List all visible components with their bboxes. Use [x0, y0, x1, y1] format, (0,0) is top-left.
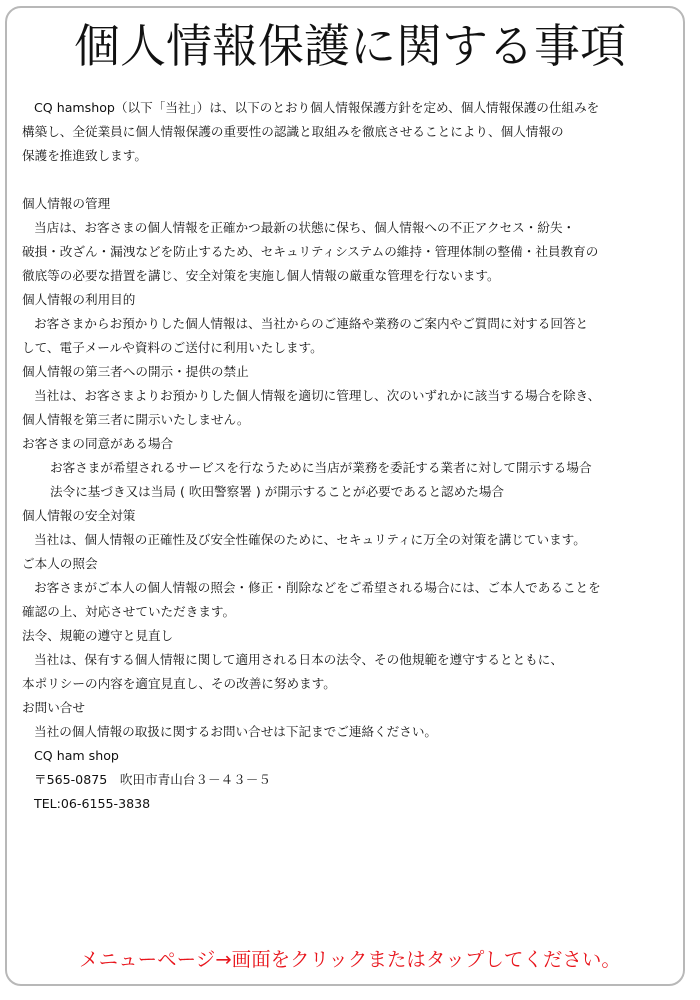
intro-line: CQ hamshop（以下「当社」）は、以下のとおり個人情報保護方針を定め、個人情報保護の仕組みを	[34, 100, 600, 115]
section-heading-safety: 個人情報の安全対策	[22, 508, 136, 523]
intro-line: 保護を推進致します。	[22, 148, 147, 163]
section-heading-compliance: 法令、規範の遵守と見直し	[22, 628, 174, 643]
section-text: して、電子メールや資料のご送付に利用いたします。	[22, 340, 323, 355]
intro-line: 構築し、全従業員に個人情報保護の重要性の認識と取組みを徹底させることにより、個人情報の	[22, 124, 564, 139]
section-text: お客さまがご本人の個人情報の照会・修正・削除などをご希望される場合には、ご本人であることを	[34, 580, 601, 595]
section-text: 当社は、保有する個人情報に関して適用される日本の法令、その他規範を遵守するとともに、	[34, 652, 563, 667]
spacer	[22, 168, 672, 192]
section-text: お客さまからお預かりした個人情報は、当社からのご連絡や業務のご案内やご質問に対する回答と	[34, 316, 589, 331]
section-heading-purpose: 個人情報の利用目的	[22, 292, 136, 307]
shop-name: CQ ham shop	[34, 748, 119, 763]
section-heading-inquiry: ご本人の照会	[22, 556, 98, 571]
section-text: 当店は、お客さまの個人情報を正確かつ最新の状態に保ち、個人情報への不正アクセス・紛失・	[34, 220, 576, 235]
section-text: 当社の個人情報の取扱に関するお問い合せは下記までご連絡ください。	[34, 724, 437, 739]
section-text: 破損・改ざん・漏洩などを防止するため、セキュリティシステムの維持・管理体制の整備・社員教育の	[22, 244, 599, 259]
list-item: お客さまが希望されるサービスを行なうために当店が業務を委託する業者に対して開示する場合	[50, 460, 592, 475]
shop-phone: TEL:06-6155-3838	[34, 796, 151, 811]
policy-content	[22, 96, 672, 816]
section-text: 個人情報を第三者に開示いたしません。	[22, 412, 250, 427]
section-heading-management: 個人情報の管理	[22, 196, 111, 211]
page-title: 個人情報保護に関する事項	[74, 19, 626, 73]
section-text: 当社は、お客さまよりお預かりした個人情報を適切に管理し、次のいずれかに該当する場合を除き、	[34, 388, 601, 403]
section-text: 本ポリシーの内容を適宜見直し、その改善に努めます。	[22, 676, 336, 691]
menu-page-link[interactable]: メニューページ→画面をクリックまたはタップしてください。	[79, 948, 621, 971]
section-heading-third-party: 個人情報の第三者への開示・提供の禁止	[22, 364, 249, 379]
section-heading-consent: お客さまの同意がある場合	[22, 436, 174, 451]
shop-address: 〒565-0875 吹田市青山台３－４３－５	[34, 772, 271, 787]
section-heading-contact: お問い合せ	[22, 700, 85, 715]
section-text: 当社は、個人情報の正確性及び安全性確保のために、セキュリティに万全の対策を講じています。	[34, 532, 586, 547]
list-item: 法令に基づき又は当局 ( 吹田警察署 ) が開示することが必要であると認めた場合	[50, 484, 505, 499]
section-text: 徹底等の必要な措置を講じ、安全対策を実施し個人情報の厳重な管理を行ないます。	[22, 268, 500, 283]
section-text: 確認の上、対応させていただきます。	[22, 604, 236, 619]
